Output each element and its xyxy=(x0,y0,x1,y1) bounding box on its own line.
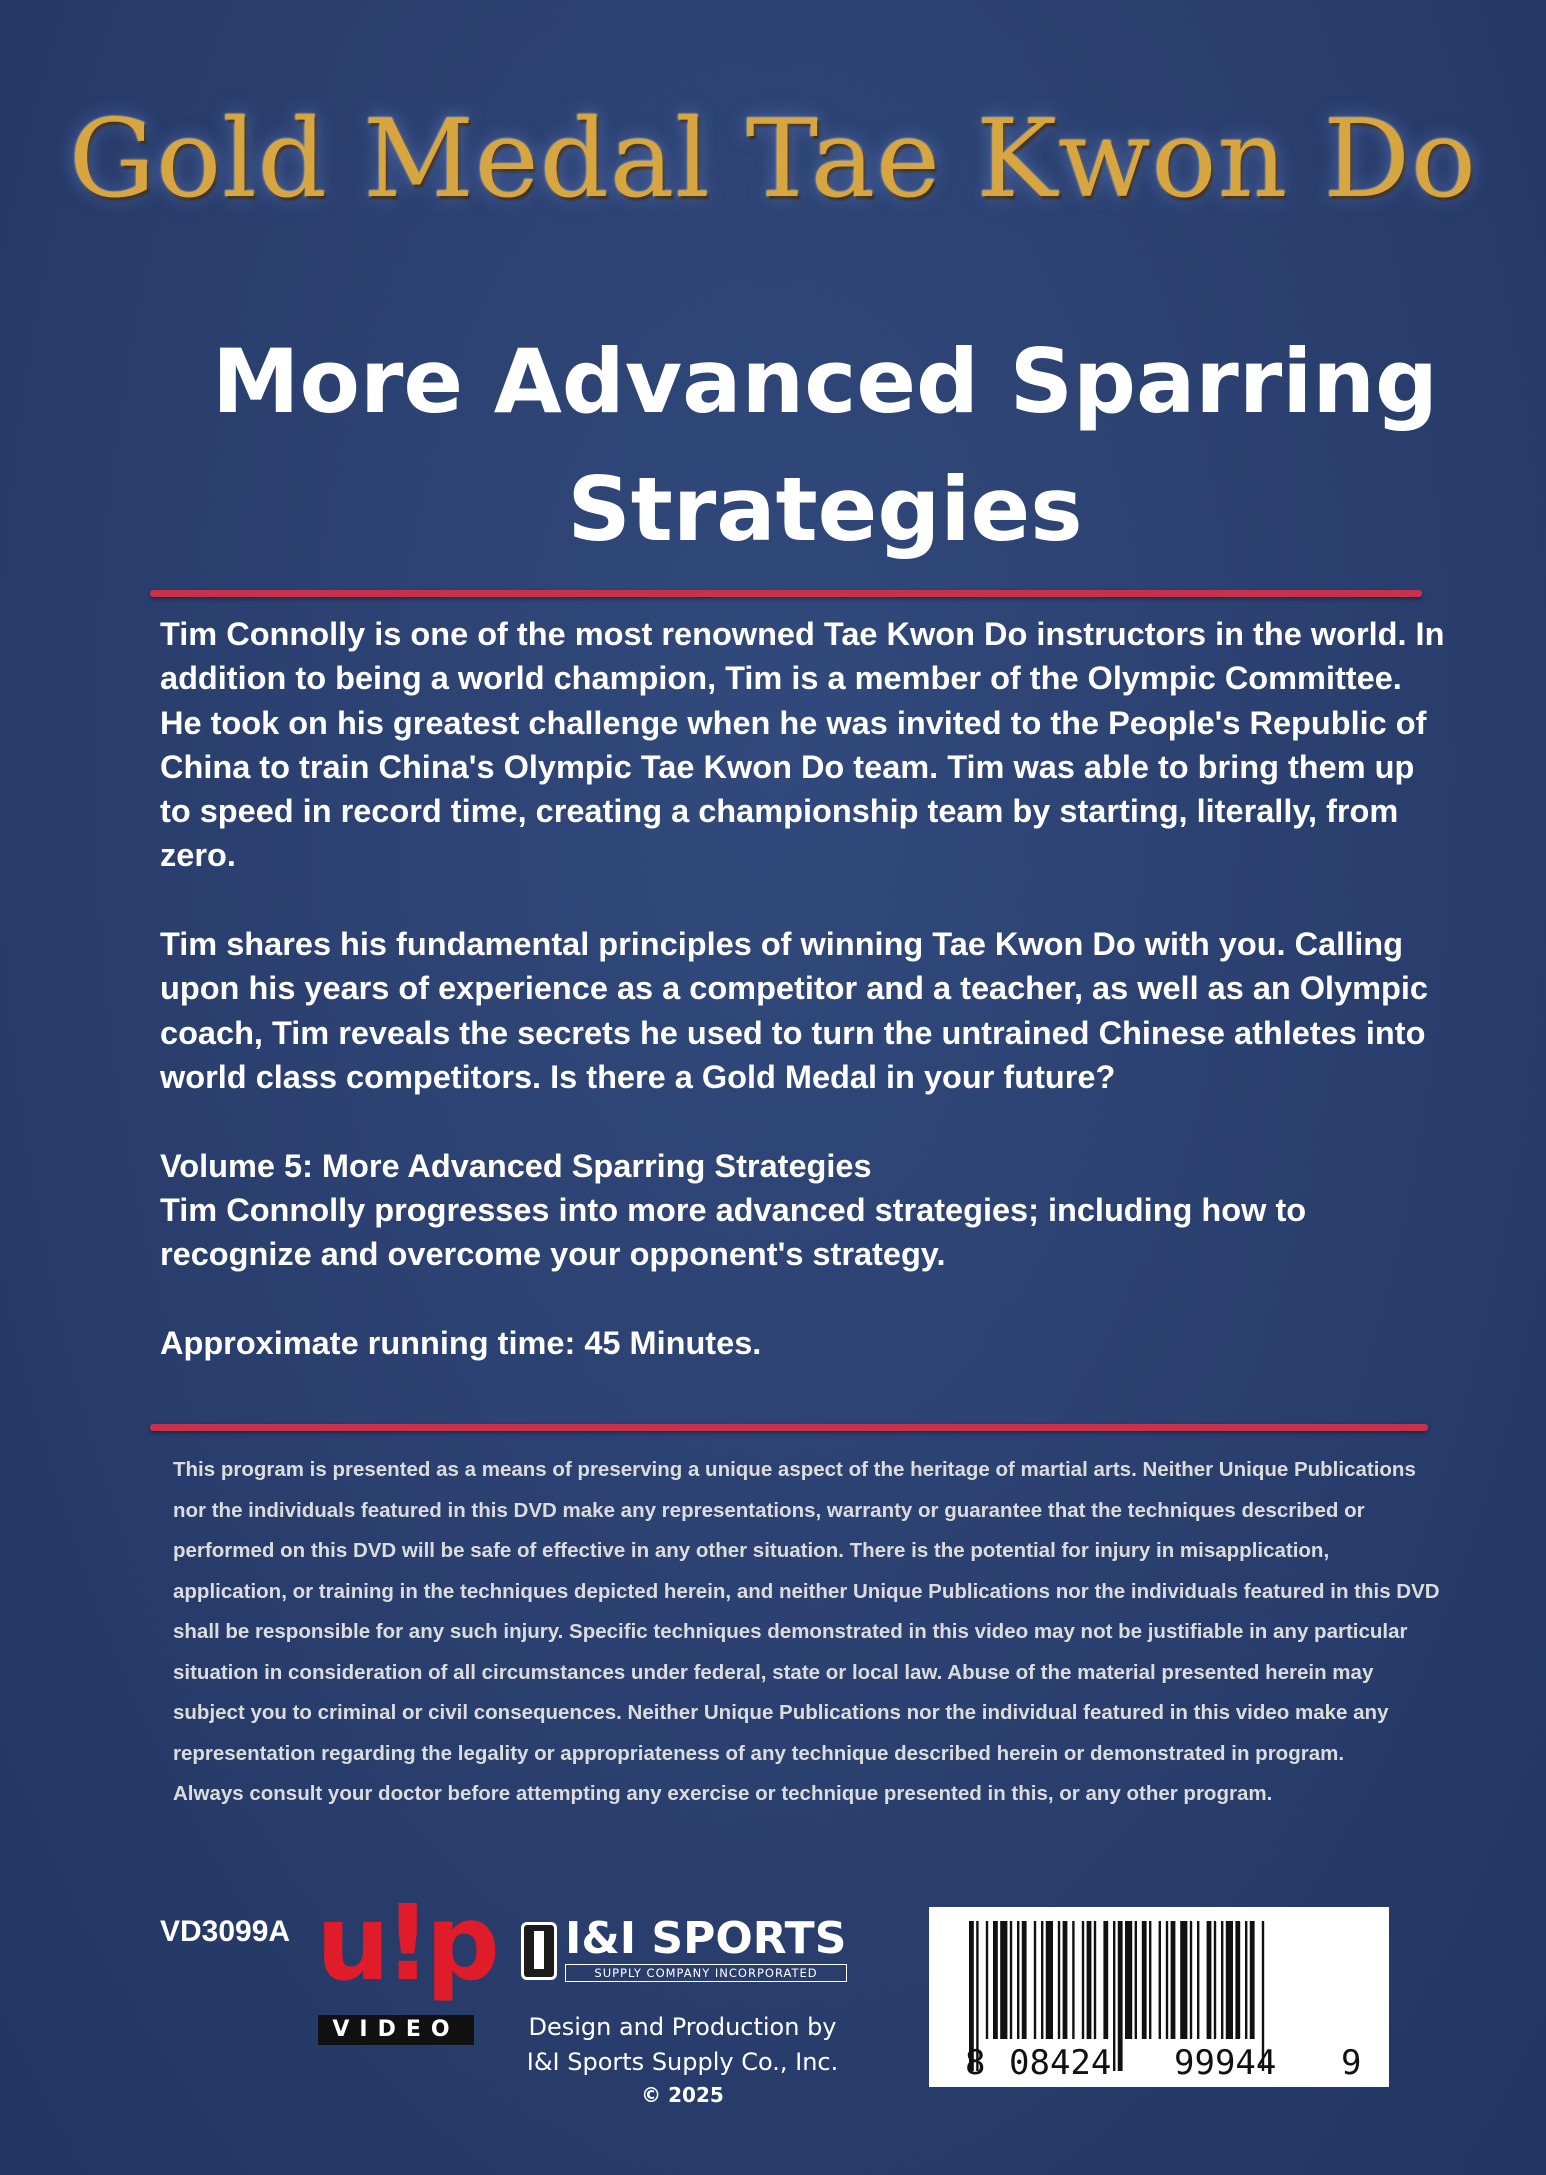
credits-line-2: I&I Sports Supply Co., Inc. xyxy=(526,2048,839,2076)
ii-emblem-icon xyxy=(521,1922,557,1980)
barcode-bar xyxy=(1000,1921,1007,2039)
barcode-bar xyxy=(1034,1921,1036,2039)
volume-title: More Advanced Sparring Strategies xyxy=(211,330,1439,561)
barcode-bar xyxy=(1118,1921,1123,2071)
description-paragraph: Tim Connolly is one of the most renowned Tae Kwon Do instructors in the world. In addition to being a world champion, Tim is a member of the Olympic Committee. He took on his greatest challenge when he was invited to the People's Republic of China to train China's Olympic Tae Kwon Do team. Tim was able to bring them up to speed in record time, creating a championship team by starting, literally, from zero. xyxy=(160,616,1445,874)
disclaimer-text: This program is presented as a means of preserving a unique aspect of the heritage of martial arts. Neither Unique Publications nor the individuals featured in this DVD make any representations, warranty or guarantee that the techniques described or performed on this DVD will be safe of effective in any other situation. There is the potential for injury in misapplication, application, or training in the techniques depicted herein, and neither Unique Publications nor the individuals featured in this DVD shall be responsible for any such injury. Specific techniques demonstrated in this video may not be justifiable in any particular situation in consideration of all circumstances under federal, state or local law. Abuse of the material presented herein may subject you to criminal or civil consequences. Neither Unique Publications nor the individual featured in this video make any representation regarding the legality or appropriateness of any technique described herein or demonstrated in program. xyxy=(173,1458,1440,1765)
barcode-bar xyxy=(1214,1921,1216,2039)
barcode-bar xyxy=(1113,1921,1115,2071)
barcode-bar xyxy=(1072,1921,1074,2039)
doctor-notice: Always consult your doctor before attempting any exercise or technique presented in this, or any other program. xyxy=(173,1782,1273,1805)
copyright: © 2025 xyxy=(641,2083,724,2107)
credits-line-1: Design and Production by xyxy=(528,2013,837,2041)
barcode-bar xyxy=(1226,1921,1233,2039)
barcode-bar xyxy=(1207,1921,1212,2039)
barcode-bar xyxy=(1166,1921,1168,2039)
catalog-number: VD3099A xyxy=(160,1915,291,1948)
series-title: Gold Medal Tae Kwon Do xyxy=(68,97,1478,222)
ii-logo-subtitle: SUPPLY COMPANY INCORPORATED xyxy=(565,1964,847,1982)
barcode-bar xyxy=(1235,1921,1240,2039)
barcode-group-left: 08424 xyxy=(1009,2043,1112,2083)
barcode-bar xyxy=(1041,1921,1043,2039)
barcode-bar xyxy=(1010,1921,1012,2039)
barcode-bar xyxy=(1058,1921,1060,2039)
barcode-bars xyxy=(929,1907,1389,2087)
barcode-bar xyxy=(1171,1921,1176,2039)
barcode-bar xyxy=(1125,1921,1132,2039)
barcode-bar xyxy=(1017,1921,1019,2039)
ii-sports-logo xyxy=(521,1913,849,1984)
disclaimer-block xyxy=(173,1450,1441,1815)
barcode-bar xyxy=(1149,1921,1151,2039)
barcode-digit-last: 9 xyxy=(1341,2043,1362,2083)
barcode-bar xyxy=(1135,1921,1137,2039)
barcode-bar xyxy=(1245,1921,1247,2039)
barcode-bar xyxy=(1190,1921,1192,2039)
barcode xyxy=(929,1907,1389,2087)
barcode-group-right: 99944 xyxy=(1174,2043,1277,2083)
barcode-bar xyxy=(1221,1921,1223,2039)
volume-summary: Tim Connolly progresses into more advanced strategies; including how to recognize and overcome your opponent's strategy. xyxy=(160,1191,1307,1273)
barcode-bar xyxy=(1250,1921,1255,2039)
barcode-bar xyxy=(993,1921,998,2039)
barcode-bar xyxy=(1103,1921,1108,2039)
barcode-bar xyxy=(1046,1921,1053,2039)
barcode-bar xyxy=(1022,1921,1027,2039)
description-block xyxy=(160,612,1450,1365)
barcode-bar xyxy=(1197,1921,1199,2039)
barcode-bar xyxy=(1087,1921,1092,2039)
up-video-logo xyxy=(316,1882,494,2050)
volume-info xyxy=(160,1144,1450,1277)
barcode-bar xyxy=(1082,1921,1084,2039)
description-paragraph: Tim shares his fundamental principles of winning Tae Kwon Do with you. Calling upon his years of experience as a competitor and a teacher, as well as an Olympic coach, Tim reveals the secrets he used to turn the untrained Chinese athletes into world class competitors. Is there a Gold Medal in your future? xyxy=(160,926,1429,1095)
production-credits xyxy=(500,2010,865,2110)
bottom-divider xyxy=(150,1424,1428,1431)
barcode-bar xyxy=(1063,1921,1068,2039)
barcode-bar xyxy=(1142,1921,1147,2039)
barcode-digit-first: 8 xyxy=(965,2043,986,2083)
barcode-bar xyxy=(1159,1921,1161,2039)
volume-heading: Volume 5: More Advanced Sparring Strategies xyxy=(160,1147,872,1184)
up-logo-video-label: VIDEO xyxy=(318,2015,474,2045)
top-divider xyxy=(150,590,1422,597)
barcode-bar xyxy=(1094,1921,1096,2039)
barcode-bar xyxy=(986,1921,988,2039)
running-time: Approximate running time: 45 Minutes. xyxy=(160,1324,762,1361)
ii-logo-name: I&I SPORTS xyxy=(565,1913,847,1964)
barcode-bar xyxy=(1180,1921,1187,2039)
up-logo-mark: u!p xyxy=(316,1882,494,2004)
